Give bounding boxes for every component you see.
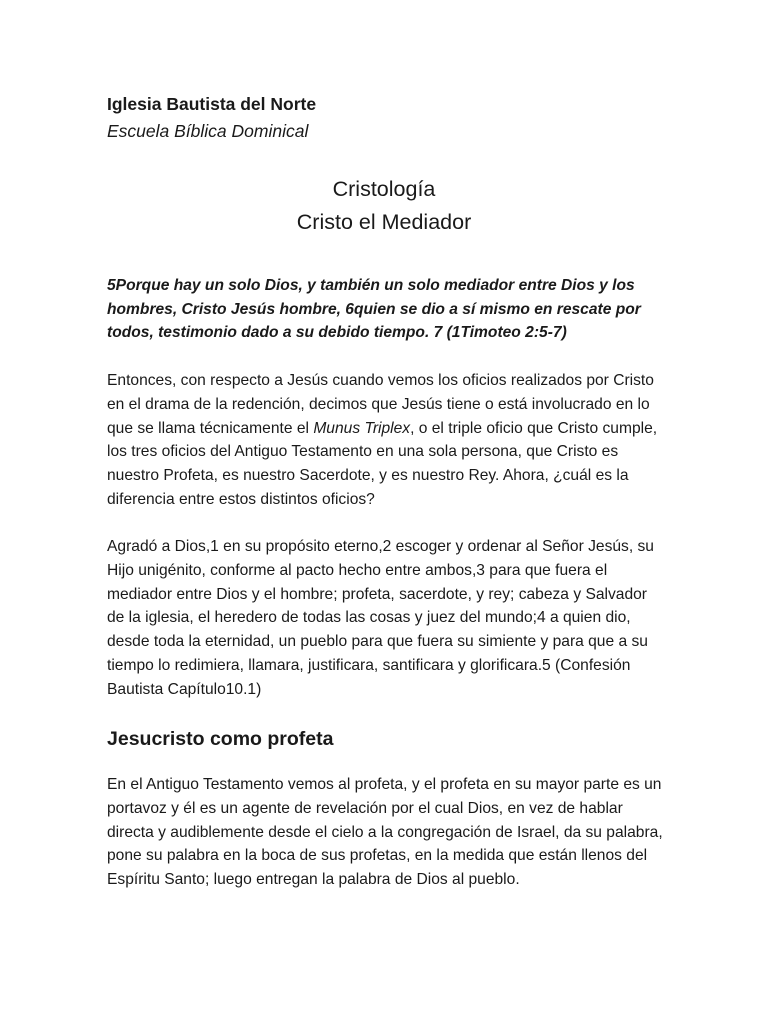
- paragraph-text: Entonces, con respecto a Jesús cuando vemos los oficios realizados por Cristo en el drama de la redención, decimos que Jesús tiene o está involucrado en lo que se llama técnicamente el: [107, 372, 654, 437]
- school-name: Escuela Bíblica Dominical: [107, 121, 309, 141]
- paragraph-confession: Agradó a Dios,1 en su propósito eterno,2 escoger y ordenar al Señor Jesús, su Hijo unigénito, conforme al pacto hecho entre ambos,3 para que fuera el mediador entre Dios y el hombre; profeta, sacerdote, y rey; cabeza y Salvador de la iglesia, el heredero de todas las cosas y juez del mundo;4 a quien dio, desde toda la eternidad, un pueblo para que fuera su simiente y para que a su tiempo lo redimiera, llamara, justificara, santificara y glorificara.5 (Confesión Bautista Capítulo10.1): [107, 538, 654, 698]
- latin-term: Munus Triplex: [313, 419, 411, 437]
- section-heading: Jesucristo como profeta: [107, 728, 334, 751]
- document-subtitle: Cristo el Mediador: [296, 210, 472, 234]
- church-name: Iglesia Bautista del Norte: [107, 94, 317, 114]
- document-header: [107, 92, 667, 143]
- document-body: [107, 274, 667, 916]
- paragraph-text: , o el triple oficio que Cristo cumple, los tres oficios del Antiguo Testamento en una sola persona, que Cristo es nuestro Profeta, es nuestro Sacerdote, y es nuestro Rey. Ahora, ¿cuál es la diferencia entre estos distintos oficios?: [107, 419, 658, 508]
- paragraph-munus-triplex: [107, 369, 667, 511]
- document-title-block: [0, 173, 768, 239]
- paragraph-prophet: En el Antiguo Testamento vemos al profeta, y el profeta en su mayor parte es un portavoz y él es un agente de revelación por el cual Dios, en vez de hablar directa y audiblemente desde el cielo a la congregación de Israel, da su palabra, pone su palabra en la boca de sus profetas, en la medida que están llenos del Espíritu Santo; luego entregan la palabra de Dios al pueblo.: [107, 776, 663, 889]
- scripture-verse: 5Porque hay un solo Dios, y también un solo mediador entre Dios y los hombres, Cristo Jesús hombre, 6quien se dio a sí mismo en rescate por todos, testimonio dado a su debido tiempo. 7 (1Timoteo 2:5-7): [107, 277, 641, 342]
- document-title: Cristología: [332, 177, 436, 201]
